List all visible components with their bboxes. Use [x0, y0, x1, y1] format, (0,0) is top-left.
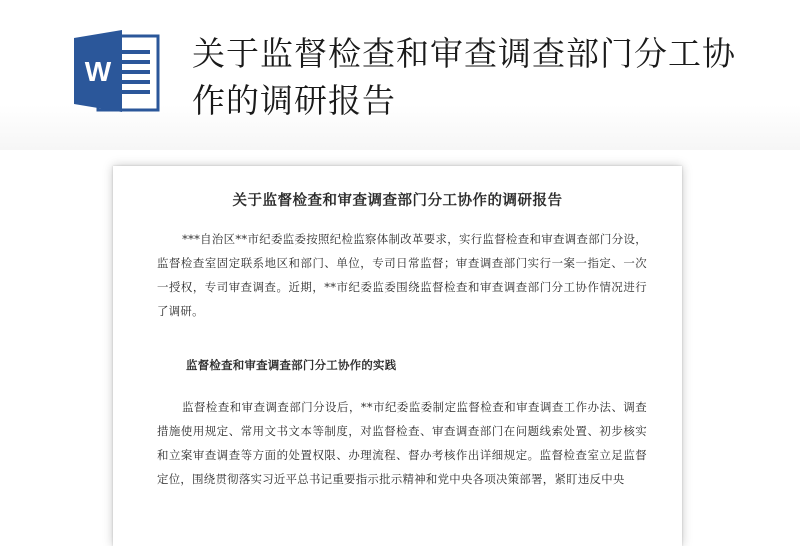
document-subheading: 监督检查和审查调查部门分工协作的实践	[186, 358, 397, 372]
document-paragraph-2: 监督检查和审查调查部门分设后，**市纪委监委制定监督检查和审查调查工作办法、调查措施使用规定、常用文书文本等制度，对监督检查、审查调查部门在问题线索处置、初步核实和立案审查调查等方面的处置权限、办理流程、督办考核作出详细规定。监督检查室立足监督定位，围绕贯彻落实习近平总书记重要指示批示精神和党中央各项决策部署，紧盯违反中央	[157, 400, 647, 486]
page-headline: 关于监督检查和审查调查部门分工协作的调研报告	[192, 34, 736, 120]
header-banner	[0, 0, 800, 150]
document-page	[113, 166, 682, 546]
word-w-letter: W	[84, 56, 112, 87]
document-title: 关于监督检查和审查调查部门分工协作的调研报告	[232, 192, 563, 209]
document-paragraph-1: ***自治区**市纪委监委按照纪检监察体制改革要求，实行监督检查和审查调查部门分设，监督检查室固定联系地区和部门、单位，专司日常监督；审查调查部门实行一案一指定、一次一授权，专司审查调查。近期，**市纪委监委围绕监督检查和审查调查部门分工协作情况进行了调研。	[157, 232, 647, 318]
word-document-icon	[72, 28, 164, 114]
